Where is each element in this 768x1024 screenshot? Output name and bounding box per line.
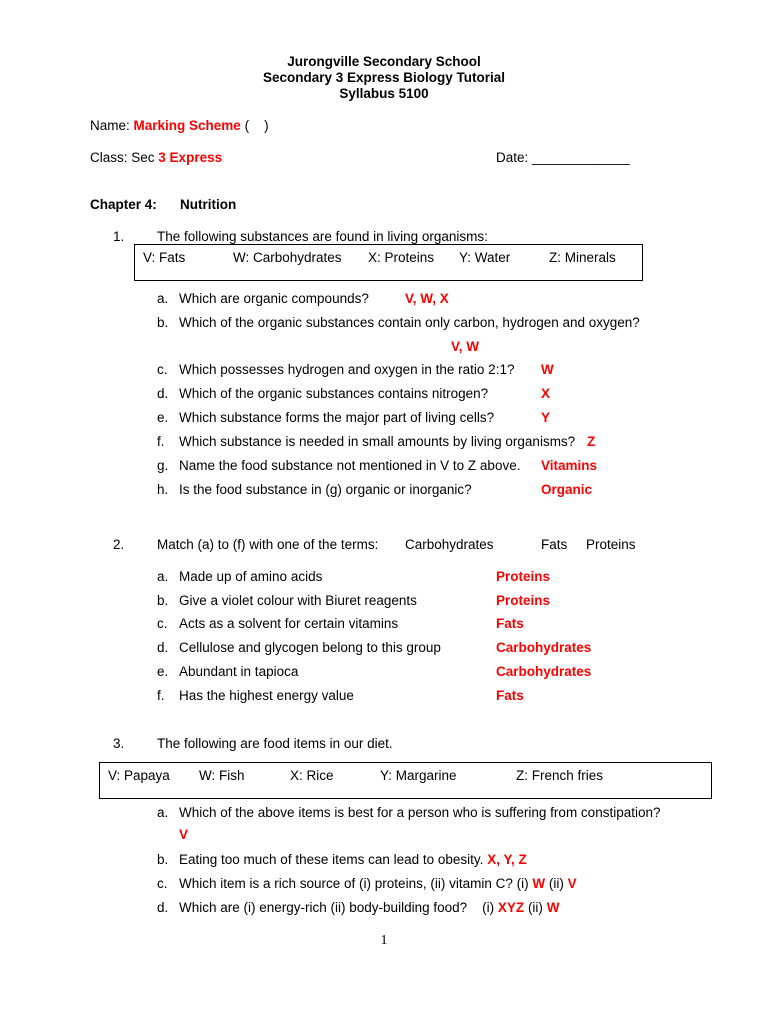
q3-box-item: Z: French fries	[516, 768, 604, 783]
q2-term: Carbohydrates	[405, 537, 494, 552]
q1-item-letter: a.	[157, 291, 169, 306]
q1-item-answer: Vitamins	[541, 458, 598, 473]
q3-item-letter: a.	[157, 805, 169, 820]
q3-number: 3.	[113, 736, 125, 751]
q3-sub-label: (i)	[516, 876, 529, 891]
q2-item-letter: f.	[157, 688, 165, 703]
q3-item-letter: b.	[157, 852, 169, 867]
q1-item-answer: W	[541, 362, 554, 377]
q1-item-letter: h.	[157, 482, 169, 497]
q1-item-letter: e.	[157, 410, 169, 425]
q2-item-answer: Fats	[496, 616, 524, 631]
q1-item-text: Which of the organic substances contain only carbon, hydrogen and oxygen?	[179, 315, 640, 330]
q1-box-item: W: Carbohydrates	[233, 250, 342, 265]
q1-box-item: Z: Minerals	[549, 250, 616, 265]
q3-item-text: Eating too much of these items can lead to obesity.	[179, 852, 484, 867]
course-title: Secondary 3 Express Biology Tutorial	[262, 70, 506, 85]
q3-item-d-line	[179, 900, 559, 915]
name-value: Marking Scheme	[133, 118, 241, 133]
q2-item-letter: b.	[157, 593, 169, 608]
q3-box-item: W: Fish	[199, 768, 245, 783]
q3-item-answer: V	[179, 827, 189, 842]
q1-box-item: X: Proteins	[368, 250, 435, 265]
name-paren-close: )	[264, 118, 269, 133]
q2-item-letter: a.	[157, 569, 169, 584]
q2-item-letter: e.	[157, 664, 169, 679]
q3-item-text: Which of the above items is best for a person who is suffering from constipation?	[179, 805, 661, 820]
q2-text: Match (a) to (f) with one of the terms:	[157, 537, 379, 552]
q1-box-item: Y: Water	[459, 250, 511, 265]
name-line	[90, 118, 269, 133]
q3-item-b-line	[179, 852, 527, 867]
q3-text: The following are food items in our diet.	[157, 736, 393, 751]
q2-item-text: Made up of amino acids	[179, 569, 323, 584]
q2-item-letter: d.	[157, 640, 169, 655]
q1-item-text: Which of the organic substances contains nitrogen?	[179, 386, 489, 401]
q1-item-letter: d.	[157, 386, 169, 401]
q1-item-text: Name the food substance not mentioned in V to Z above.	[179, 458, 521, 473]
q2-term: Fats	[541, 537, 568, 552]
q2-item-answer: Proteins	[496, 593, 551, 608]
q1-item-text: Which are organic compounds?	[179, 291, 369, 306]
q2-item-text: Give a violet colour with Biuret reagents	[179, 593, 417, 608]
q1-number: 1.	[113, 229, 125, 244]
q2-term: Proteins	[586, 537, 636, 552]
q3-item-answer: XYZ	[497, 900, 525, 915]
chapter-title: Nutrition	[180, 197, 237, 212]
q3-item-letter: c.	[157, 876, 168, 891]
q2-item-text: Acts as a solvent for certain vitamins	[179, 616, 399, 631]
class-label: Class: Sec	[90, 150, 155, 165]
q3-item-answer: W	[532, 876, 546, 891]
page-number: 1	[380, 933, 388, 948]
q2-item-answer: Proteins	[496, 569, 551, 584]
q2-item-text: Abundant in tapioca	[179, 664, 299, 679]
q2-item-letter: c.	[157, 616, 168, 631]
q1-item-text: Which substance is needed in small amounts by living organisms?	[179, 434, 576, 449]
q3-sub-label: (i)	[482, 900, 495, 915]
q1-item-letter: c.	[157, 362, 168, 377]
q2-item-text: Has the highest energy value	[179, 688, 354, 703]
q2-number: 2.	[113, 537, 125, 552]
q3-box-item: V: Papaya	[108, 768, 170, 783]
q3-item-letter: d.	[157, 900, 169, 915]
q1-item-answer: Organic	[541, 482, 593, 497]
q3-box-item: X: Rice	[290, 768, 334, 783]
q2-item-answer: Carbohydrates	[496, 664, 592, 679]
q3-sub-label: (ii)	[527, 900, 543, 915]
q3-box-item: Y: Margarine	[380, 768, 457, 783]
q3-item-c-line	[179, 876, 577, 891]
q3-item-text: Which item is a rich source of (i) proteins, (ii) vitamin C?	[179, 876, 513, 891]
q3-item-answer: V	[567, 876, 577, 891]
q3-sub-label: (ii)	[548, 876, 564, 891]
q3-item-answer: W	[546, 900, 560, 915]
school-title: Jurongville Secondary School	[287, 54, 481, 69]
name-paren-open: (	[244, 118, 250, 133]
q3-item-answer: X, Y, Z	[487, 852, 527, 867]
q1-item-letter: g.	[157, 458, 169, 473]
q2-item-answer: Carbohydrates	[496, 640, 592, 655]
q1-item-letter: b.	[157, 315, 169, 330]
q1-item-letter: f.	[157, 434, 165, 449]
q2-item-text: Cellulose and glycogen belong to this group	[179, 640, 441, 655]
q1-item-answer: V, W	[451, 339, 480, 354]
q1-item-answer: V, W, X	[405, 291, 449, 306]
q1-item-answer: Z	[587, 434, 596, 449]
q2-item-answer: Fats	[496, 688, 524, 703]
q1-item-answer: X	[541, 386, 551, 401]
q1-item-text: Is the food substance in (g) organic or inorganic?	[179, 482, 472, 497]
class-value: 3 Express	[158, 150, 223, 165]
date-label: Date:	[496, 150, 529, 165]
q1-item-text: Which substance forms the major part of living cells?	[179, 410, 495, 425]
q3-item-text: Which are (i) energy-rich (ii) body-building food?	[179, 900, 468, 915]
q1-item-answer: Y	[541, 410, 551, 425]
date-blank: _____________	[532, 150, 630, 165]
class-line	[90, 150, 222, 165]
q1-box-item: V: Fats	[143, 250, 186, 265]
date-line	[496, 150, 630, 165]
q1-item-text: Which possesses hydrogen and oxygen in the ratio 2:1?	[179, 362, 515, 377]
name-label: Name:	[90, 118, 130, 133]
chapter-number: Chapter 4:	[90, 197, 157, 212]
syllabus-title: Syllabus 5100	[339, 86, 429, 101]
q1-text: The following substances are found in living organisms:	[157, 229, 488, 244]
